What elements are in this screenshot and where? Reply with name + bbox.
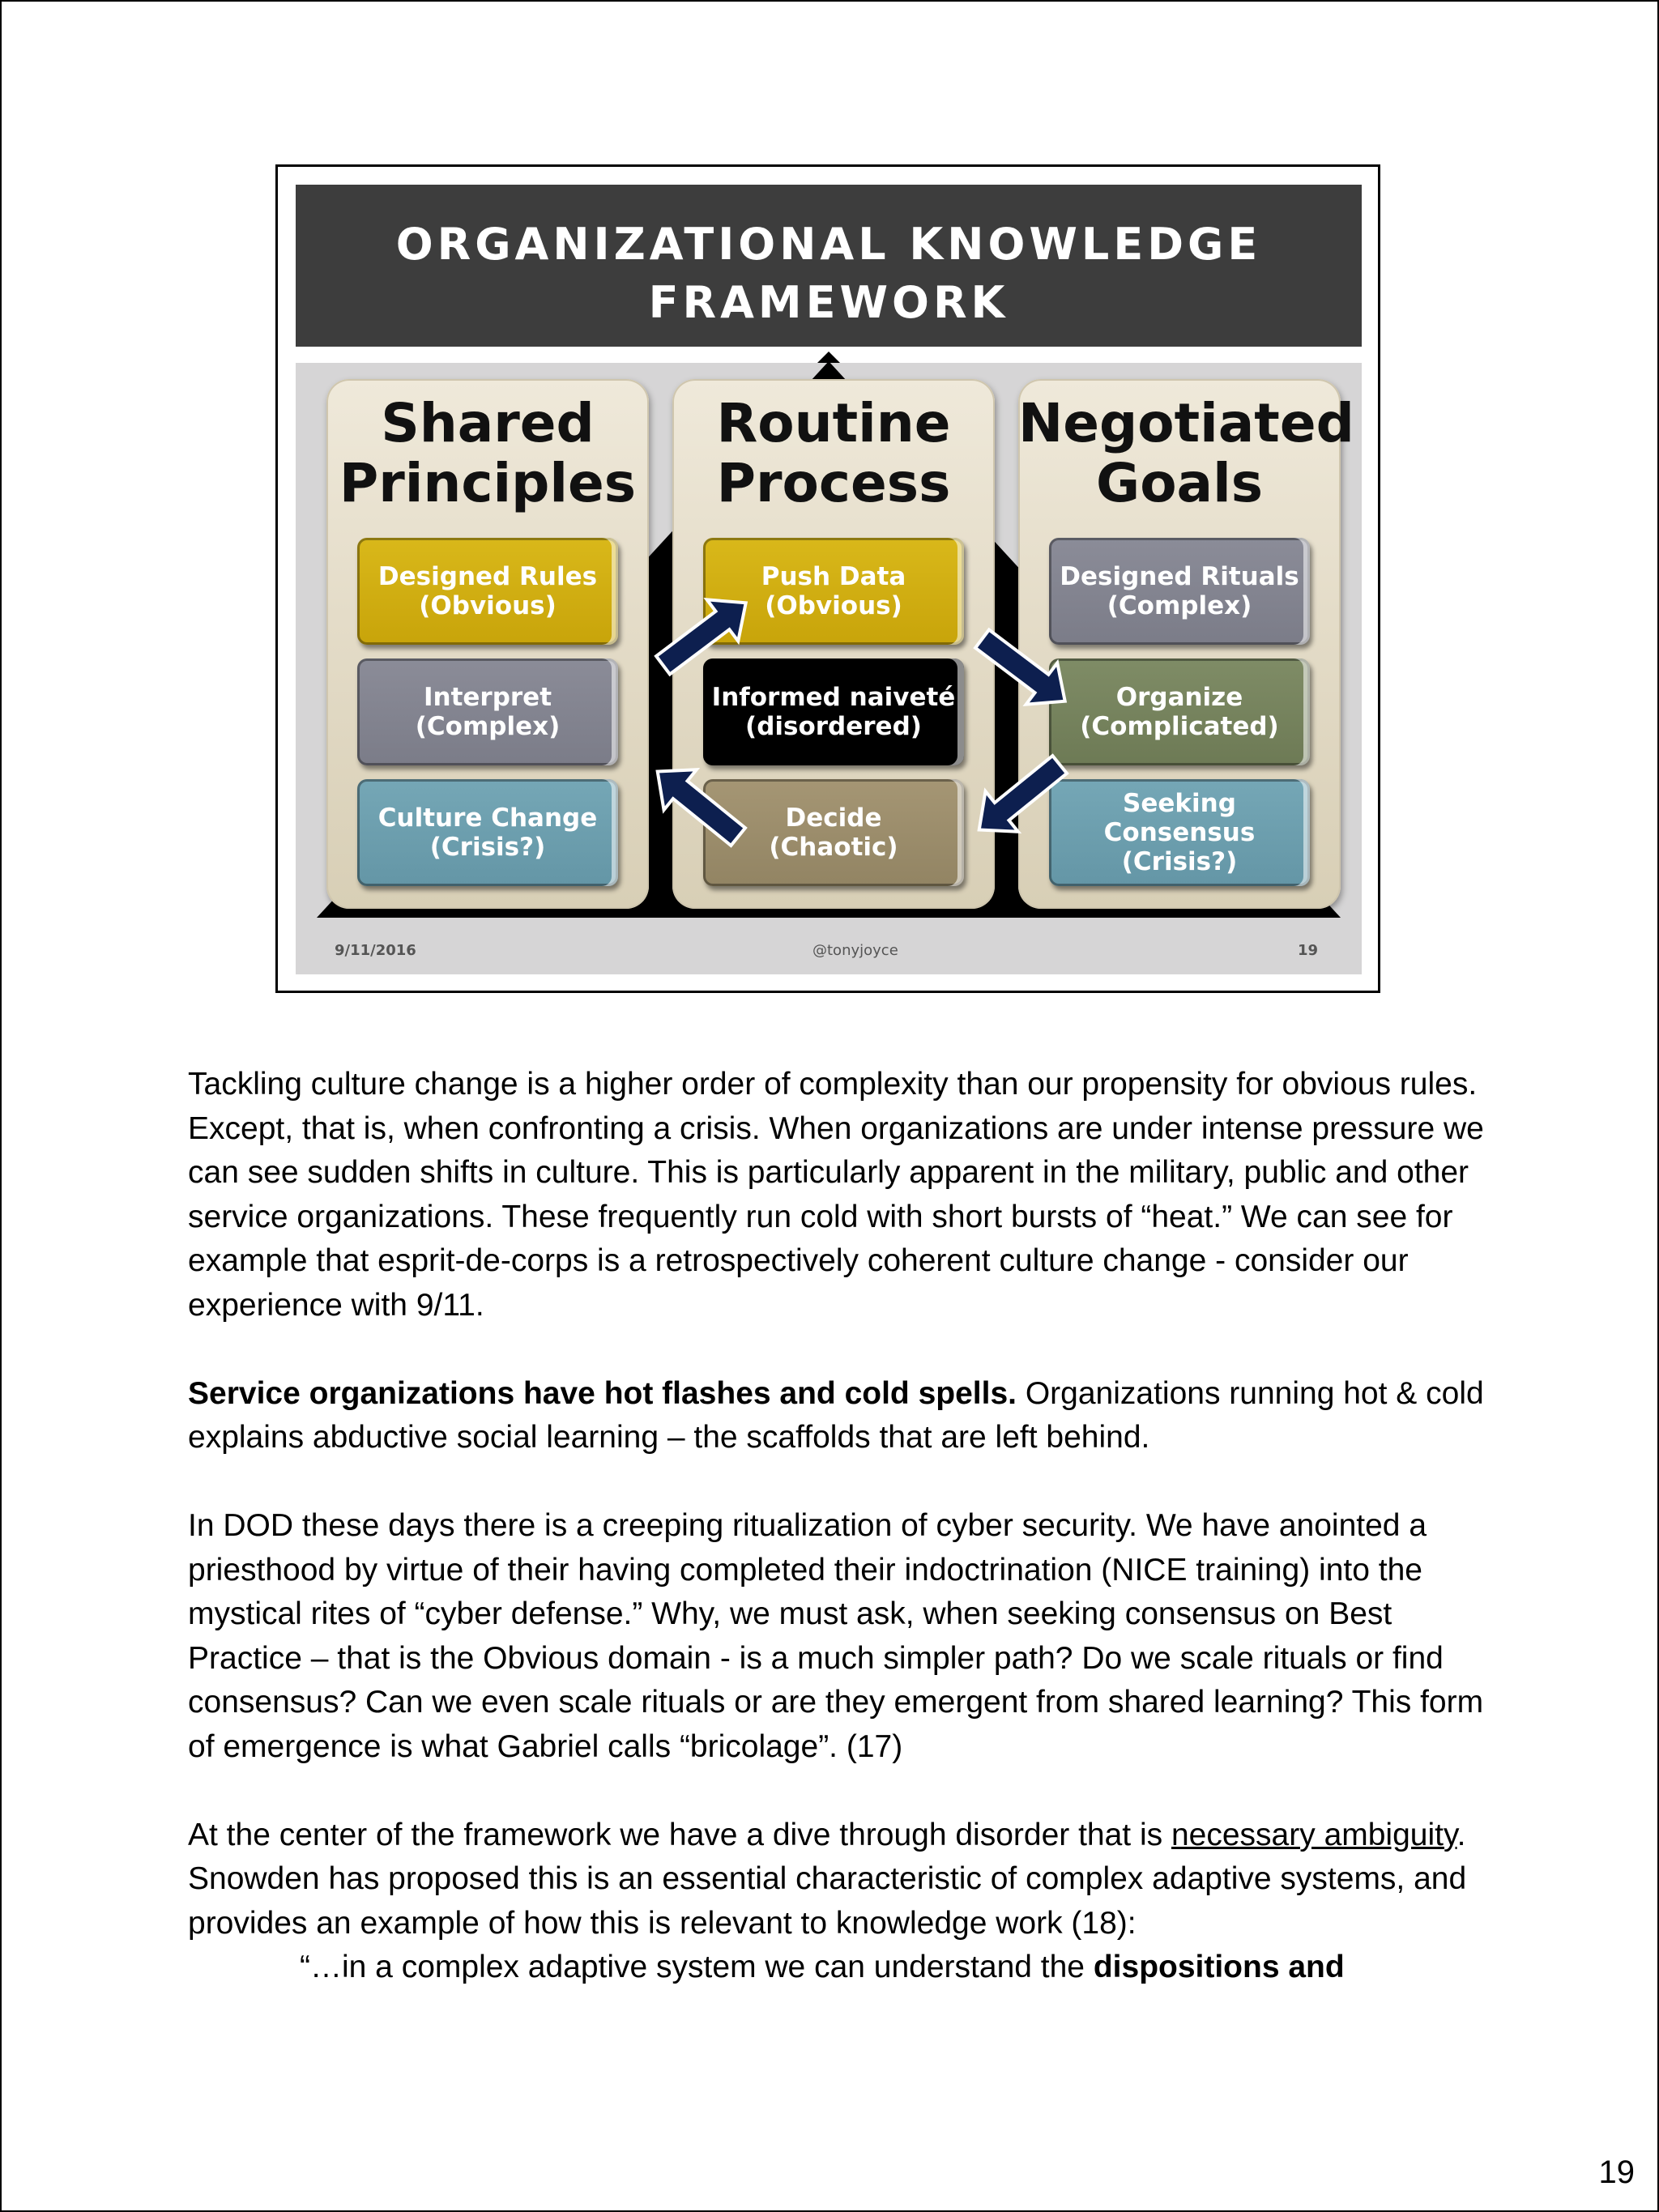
column-title-line1: Shared — [381, 392, 595, 454]
paragraph-3: In DOD these days there is a creeping ritualization of cyber security. We have anointed a priesthood by virtue of their having completed their indoctrination (NICE training) into the mystical rites of “cyber defense.” Why, we must ask, when seeking consensus on Best Practice – that is the Obvious domain - is a much simpler path? Do we scale rituals or find consensus? Can we even scale rituals or are they emergent from shared learning? This form of emergence is what Gabriel calls “bricolage”. (17) — [188, 1508, 1484, 1764]
quote-plain: “…in a complex adaptive system we can understand the — [300, 1950, 1094, 1984]
paragraph-4-underlined: necessary ambiguity — [1171, 1817, 1457, 1852]
box-line1: Seeking — [1123, 789, 1236, 818]
box-line1: Push Data — [761, 562, 906, 591]
box-line2: (Chaotic) — [769, 833, 898, 862]
arrow-push-data-to-organize — [966, 618, 1081, 722]
quote-bold: dispositions and — [1093, 1950, 1345, 1984]
box-line2: (Crisis?) — [429, 833, 546, 862]
box-line1: Designed Rules — [377, 562, 598, 591]
box-line1: Interpret — [423, 683, 552, 712]
slide-image — [275, 164, 1380, 993]
slide-footer-date: 9/11/2016 — [335, 942, 416, 959]
box-line1: Organize — [1115, 683, 1243, 712]
paragraph-1: Tackling culture change is a higher order of complexity than our propensity for obvious rules. Except, that is, when confronting a crisis. When organizations are under intense pressure we can see sudden shifts in culture. This is particularly apparent in the military, public and other service organizations. These frequently run cold with short bursts of “heat.” We can see for example that esprit-de-corps is a retrospectively coherent culture change - consider our experience with 9/11. — [188, 1067, 1484, 1323]
arrow-interpret-to-push-data — [647, 582, 761, 686]
column-title-line1: Negotiated — [1018, 392, 1354, 454]
arrow-organize-to-decide — [963, 744, 1077, 850]
box-line3: (Crisis?) — [1121, 847, 1238, 876]
slide-title-line2: FRAMEWORK — [648, 277, 1009, 328]
box-line2: (Complex) — [415, 712, 561, 741]
column-title-line2: Process — [716, 452, 951, 514]
slide — [296, 185, 1362, 974]
box-line1: Decide — [785, 803, 882, 833]
column-title-line2: Principles — [339, 452, 637, 514]
paragraph-2-rest: Organizations running hot & cold explains abductive social learning – the scaffolds that are left behind. — [188, 1375, 1484, 1455]
box-line2: (Complex) — [1107, 591, 1252, 620]
column-title-line1: Routine — [716, 392, 951, 454]
column-title-line2: Goals — [1096, 452, 1263, 514]
box-line2: (Obvious) — [419, 591, 557, 620]
slide-title-line1: ORGANIZATIONAL KNOWLEDGE — [395, 219, 1262, 270]
paragraph-4 — [188, 1813, 1484, 1946]
paragraph-2 — [188, 1372, 1484, 1460]
box-line1: Culture Change — [377, 803, 598, 833]
box-line2: (Complicated) — [1080, 712, 1279, 741]
box-line2: Consensus — [1103, 818, 1256, 847]
paragraph-2-bold: Service organizations have hot flashes and cold spells. — [188, 1375, 1017, 1411]
slide-footer-number: 19 — [1298, 942, 1319, 959]
cycle-arrows — [296, 185, 1362, 974]
box-line1: Designed Rituals — [1060, 562, 1299, 591]
paragraph-4-after: . Snowden has proposed this is an essential characteristic of complex adaptive systems, and provides an example of how this is relevant to knowledge work (18): — [188, 1817, 1467, 1941]
box-line2: (Obvious) — [765, 591, 902, 620]
box-line2: (disordered) — [745, 712, 922, 741]
quote — [188, 1946, 1484, 1990]
paragraph-4-before: At the center of the framework we have a dive through disorder that is — [188, 1817, 1171, 1852]
page-number: 19 — [1598, 2154, 1635, 2190]
arrow-decide-to-interpret — [642, 752, 755, 857]
body-text — [188, 1063, 1484, 1990]
slide-footer-handle: @tonyjoyce — [812, 942, 898, 959]
box-line1: Informed naiveté — [711, 683, 956, 712]
